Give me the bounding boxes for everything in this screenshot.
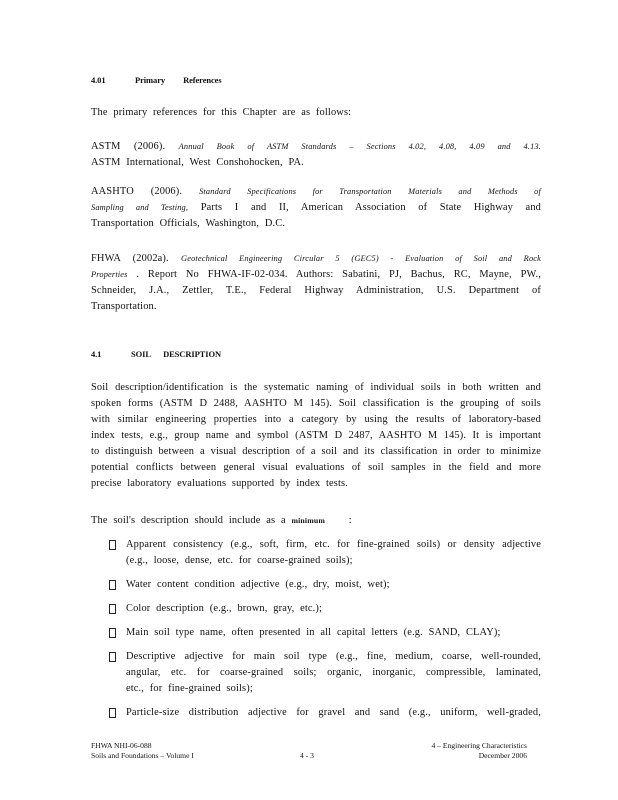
list-item: [91, 601, 541, 617]
footer-manual-title: Soils and Foundations – Volume I: [91, 751, 194, 760]
list-item: [91, 577, 541, 593]
ref-publisher: ASTM International, West Conshohocken, PA.: [91, 157, 304, 168]
page-number: 4 - 3: [300, 751, 314, 760]
ref-title: Geotechnical Engineering Circular 5 (GEC5) - Evaluation of Soil and Rock: [181, 254, 542, 263]
section-number: 4.1: [91, 349, 102, 359]
section-title-2: DESCRIPTION: [163, 349, 222, 359]
footer-right: [415, 741, 527, 761]
section-number: 4.01: [91, 75, 106, 85]
section-title: Primary: [135, 75, 166, 85]
ref-author: AASHTO (2006).: [91, 186, 183, 197]
paragraph-line: with similar engineering properties into a category by using the results of laboratory-based: [91, 414, 541, 425]
ref-author: FHWA (2002a).: [91, 253, 169, 264]
paragraph-line: to distinguish between a visual description of a soil and its classification in order to minimize: [91, 446, 541, 457]
ref-publisher: Transportation Officials, Washington, D.C.: [91, 218, 286, 229]
ref-publisher: Transportation.: [91, 301, 157, 312]
checkbox-bullet-icon: [109, 540, 116, 550]
reference-aashto: [91, 184, 541, 232]
reference-fhwa: [91, 251, 541, 315]
ref-title: Annual Book of ASTM Standards – Sections 4.02, 4.08, 4.09 and 4.13.: [178, 142, 541, 151]
ref-details: . Report No FHWA-IF-02-034. Authors: Sabatini, PJ, Bachus, RC, Mayne, PW.,: [136, 269, 542, 280]
paragraph-line: Soil description/identification is the systematic naming of individual soils in both written and: [91, 382, 541, 393]
ref-title-cont: Sampling and Testing,: [91, 203, 189, 212]
should-include-tail: :: [348, 515, 352, 526]
list-item: [91, 625, 541, 641]
description-bullet-list: [91, 537, 541, 729]
section-title-2: References: [183, 75, 222, 85]
checkbox-bullet-icon: [109, 652, 116, 662]
paragraph-line: spoken forms (ASTM D 2488, AASHTO M 145). Soil classification is the grouping of soils: [91, 398, 541, 409]
minimum-emphasis: minimum: [291, 516, 325, 525]
bullet-line: etc., for fine-grained soils);: [126, 683, 253, 694]
ref-authors: Schneider, J.A., Zettler, T.E., Federal Highway Administration, U.S. Department of: [91, 285, 541, 296]
bullet-line: Apparent consistency (e.g., soft, firm, etc. for fine-grained soils) or density adjective: [126, 539, 541, 550]
bullet-line: Water content condition adjective (e.g., dry, moist, wet);: [126, 579, 390, 590]
paragraph-line: potential conflicts between general visual evaluations of soil samples in the field and more: [91, 462, 541, 473]
bullet-line: Descriptive adjective for main soil type (e.g., fine, medium, coarse, well-rounded,: [126, 651, 541, 662]
ref-author: ASTM (2006).: [91, 141, 166, 152]
footer-chapter-title: 4 – Engineering Characteristics: [431, 741, 527, 750]
section-title: SOIL: [131, 349, 151, 359]
bullet-line: Color description (e.g., brown, gray, etc.);: [126, 603, 323, 614]
bullet-line: angular, etc. for coarse-grained soils; organic, inorganic, compressible, laminated,: [126, 667, 541, 678]
paragraph-line: index tests, e.g., group name and symbol (ASTM D 2487, AASHTO M 145). It is important: [91, 430, 541, 441]
footer-report-number: FHWA NHI-06-088: [91, 741, 152, 750]
footer-date: December 2006: [478, 751, 527, 760]
should-include-text: The soil's description should include as a: [91, 515, 286, 526]
checkbox-bullet-icon: [109, 580, 116, 590]
should-include-line: [91, 513, 541, 529]
ref-details: Parts I and II, American Association of State Highway and: [200, 202, 542, 213]
footer-left: [91, 741, 194, 761]
section-heading-soil-description: [91, 349, 541, 359]
list-item: [91, 705, 541, 721]
reference-astm: [91, 139, 541, 171]
checkbox-bullet-icon: [109, 628, 116, 638]
bullet-line: Main soil type name, often presented in all capital letters (e.g. SAND, CLAY);: [126, 627, 501, 638]
paragraph-line: precise laboratory evaluations supported by index tests.: [91, 478, 348, 489]
section-heading-primary-references: [91, 75, 541, 85]
checkbox-bullet-icon: [109, 604, 116, 614]
checkbox-bullet-icon: [109, 708, 116, 718]
list-item: [91, 537, 541, 569]
bullet-line: Particle-size distribution adjective for gravel and sand (e.g., uniform, well-graded,: [126, 707, 541, 718]
intro-text: The primary references for this Chapter are as follows:: [91, 107, 352, 118]
soil-description-paragraph: [91, 380, 541, 492]
ref-title: Standard Specifications for Transportation Materials and Methods of: [199, 187, 541, 196]
list-item: [91, 649, 541, 697]
bullet-line: (e.g., loose, dense, etc. for coarse-grained soils);: [126, 555, 353, 566]
ref-title-cont: Properties: [91, 270, 128, 279]
